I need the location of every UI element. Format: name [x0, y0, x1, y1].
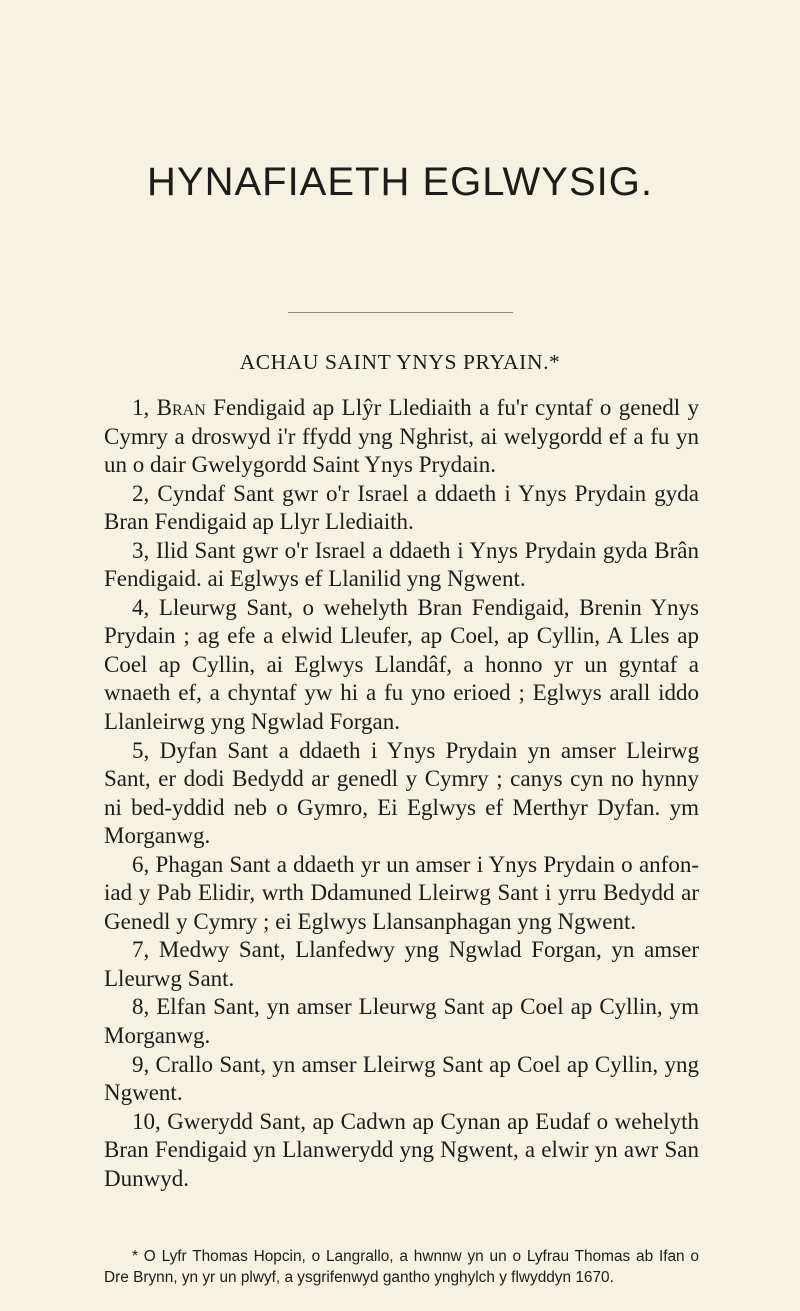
paragraph-1	[104, 394, 699, 480]
paragraph-text: Lleurwg Sant, o wehelyth Bran Fendigaid, Brenin Ynys Prydain ; ag efe a elwid Lleufer, ap Coel, ap Cyllin, A Lles ap Coel ap Cyllin, ai Eglwys Llandâf, a honno yr un gyntaf a wnaeth ef, a chyntaf yw hi a fu yno erioed ; Eglwys arall iddo Llanleirwg yng Ngwlad Forgan.	[104, 594, 699, 735]
paragraph-text: Phagan Sant a ddaeth yr un amser i Ynys Prydain o anfon-iad y Pab Elidir, wrth Ddamuned Lleirwg Sant i yrru Bedydd ar Genedl y Cymry ; ei Eglwys Llansanphagan yng Ngwent.	[104, 851, 699, 934]
paragraph-3	[104, 537, 699, 594]
paragraph-text: Cyndaf Sant gwr o'r Israel a ddaeth i Ynys Prydain gyda Bran Fendigaid ap Llyr Llediaith.	[104, 480, 699, 535]
paragraph-number: 4,	[132, 594, 150, 620]
paragraph-number: 5,	[132, 737, 150, 763]
title-divider	[288, 312, 513, 313]
paragraph-number: 9,	[132, 1051, 150, 1077]
footnote: * O Lyfr Thomas Hopcin, o Langrallo, a hwnnw yn un o Lyfrau Thomas ab Ifan o Dre Brynn, yn yr un plwyf, a ysgrifenwyd gantho ynghylch y flwyddyn 1670.	[104, 1248, 699, 1286]
paragraph-number: 1,	[132, 395, 150, 420]
paragraph-text: Fendigaid ap Llŷr Llediaith a fu'r cyntaf o genedl y Cymry a droswyd i'r ffydd yng Nghrist, ai welygordd ef a fu yn un o dair Gwelygordd Saint Ynys Prydain.	[104, 395, 699, 478]
paragraph-5	[104, 737, 699, 851]
paragraph-2	[104, 480, 699, 537]
paragraph-text: Gwerydd Sant, ap Cadwn ap Cynan ap Eudaf o wehelyth Bran Fendigaid yn Llanwerydd yng Ngwent, a elwir yn awr San Dunwyd.	[104, 1108, 699, 1191]
paragraph-10	[104, 1108, 699, 1194]
paragraph-8	[104, 993, 699, 1050]
paragraph-4	[104, 594, 699, 737]
paragraph-number: 6,	[132, 851, 150, 877]
paragraph-number: 7,	[132, 937, 150, 963]
paragraph-9	[104, 1051, 699, 1108]
paragraph-text: Dyfan Sant a ddaeth i Ynys Prydain yn amser Lleirwg Sant, er dodi Bedydd ar genedl y Cymry ; canys cyn no hynny ni bed-yddid neb o Gymro, Ei Eglwys ef Merthyr Dyfan. ym Morganwg.	[104, 737, 699, 849]
paragraph-lead-name: Bran	[156, 395, 206, 420]
paragraph-7	[104, 936, 699, 993]
paragraph-number: 3,	[132, 537, 150, 563]
paragraph-text: Medwy Sant, Llanfedwy yng Ngwlad Forgan, yn amser Lleurwg Sant.	[104, 937, 699, 991]
paragraph-text: Ilid Sant gwr o'r Israel a ddaeth i Ynys Prydain gyda Brân Fendigaid. ai Eglwys ef Llanilid yng Ngwent.	[104, 537, 699, 592]
paragraph-text: Elfan Sant, yn amser Lleurwg Sant ap Coel ap Cyllin, ym Morganwg.	[104, 994, 699, 1049]
paragraph-number: 10,	[132, 1108, 161, 1134]
paragraph-number: 8,	[132, 994, 150, 1020]
section-title: ACHAU SAINT YNYS PRYAIN.*	[239, 350, 561, 374]
body-text	[104, 394, 699, 1193]
paragraph-number: 2,	[132, 480, 150, 506]
paragraph-6	[104, 851, 699, 937]
paragraph-text: Crallo Sant, yn amser Lleirwg Sant ap Coel ap Cyllin, yng Ngwent.	[104, 1051, 699, 1106]
page-title: HYNAFIAETH EGLWYSIG.	[147, 160, 653, 204]
